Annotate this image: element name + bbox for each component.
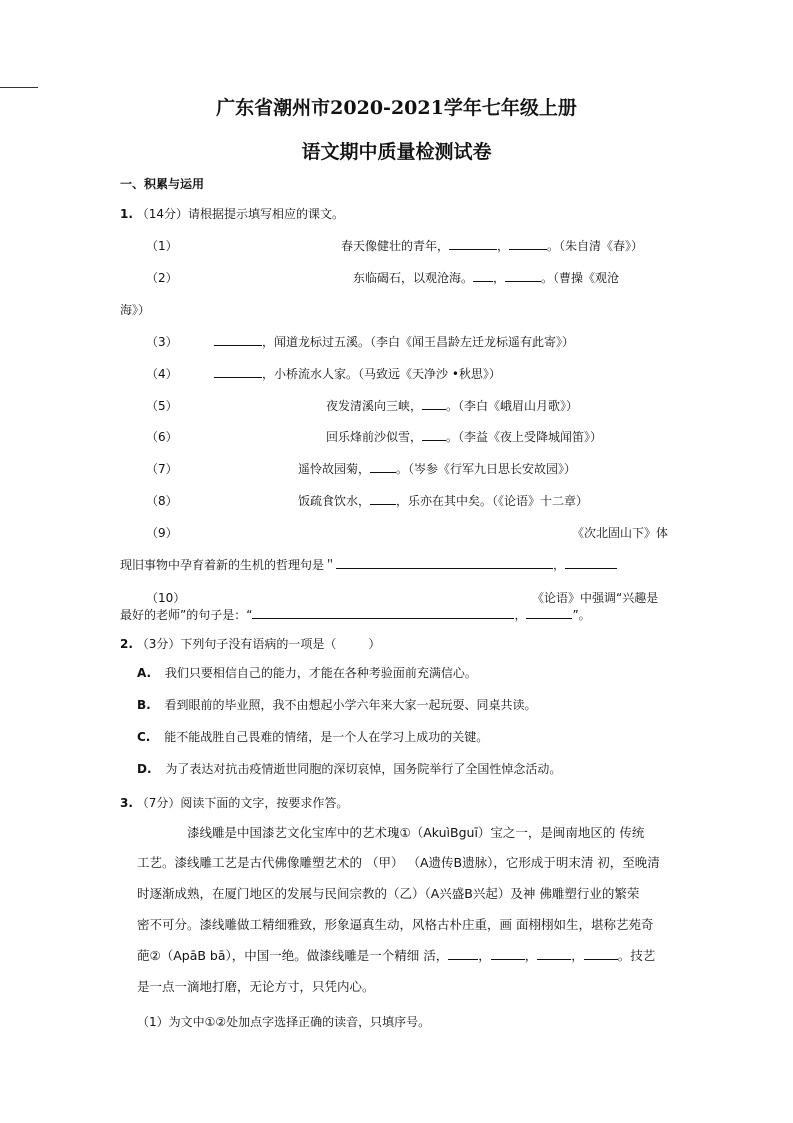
q1-item-9-cont-mid: ， [553,558,566,572]
q2-option-d[interactable] [137,760,561,777]
answer-blank[interactable] [526,606,572,619]
q3-passage-line-3: 时逐渐成熟，在厦门地区的发展与民间宗教的（乙）（A兴盛B兴起）及神 佛雕塑行业的繁荣 [137,886,640,901]
page-subtitle: 语文期中质量检测试卷 [301,141,492,163]
q1-item-5 [326,397,578,414]
blank-separator: ， [478,948,491,963]
q1-item-2-post: 。（曹操《观沧 [541,271,620,285]
q3-text: （7分）阅读下面的文字，按要求作答。 [136,796,349,810]
q3-passage-line-2: 工艺。漆线雕工艺是古代佛像雕塑艺术的 （甲） （A遗传B遗脉），它形成于明末清 初，至晚清 [137,855,660,870]
page-title: 广东省潮州市2020-2021学年七年级上册 [216,97,577,119]
q1-item-3 [214,333,574,350]
q1-item-10-cont-post: ”。 [572,608,591,622]
q1-number: 1. [120,207,133,221]
q1-item-9-continued [120,556,617,573]
header-rule [0,87,38,88]
q1-item-7 [298,460,576,477]
q3-passage-line-1: 漆线雕是中国漆艺文化宝库中的艺术瑰①（AkuìBguī）宝之一，是闽南地区的 传统 [187,825,645,840]
option-text: 看到眼前的毕业照，我不由想起小学六年来大家一起玩耍、同桌共读。 [164,698,537,712]
q1-item-8 [298,492,588,509]
q1-item-7-post: 。（岑参《行军九日思长安故园》） [396,462,577,476]
q2-text: （3分）下列句子没有语病的一项是（ [136,637,337,651]
q1-item-4 [214,365,501,382]
q1-prompt [120,205,344,222]
answer-blank[interactable] [449,237,497,250]
answer-blank[interactable] [252,606,514,619]
q1-item-5-pre: 夜发清溪向三峡， [326,399,423,413]
q1-item-4-number: （4） [146,367,178,381]
q2-number: 2. [120,637,133,651]
q1-item-5-number: （5） [146,399,178,413]
q1-item-1-post: 。（朱自清《春》） [547,239,644,253]
q3-prompt [120,794,348,811]
q1-item-1-number: （1） [146,239,178,253]
q1-item-7-number: （7） [146,462,178,476]
q3-sub-question-1: （1）为文中①②处加点字选择正确的读音，只填序号。 [137,1015,431,1029]
answer-blank[interactable] [537,947,571,960]
answer-blank[interactable] [214,365,262,378]
option-key: D. [137,762,152,776]
q2-prompt [120,635,380,652]
q2-option-c[interactable] [137,728,488,745]
answer-blank[interactable] [491,947,525,960]
q1-item-2-mid: ， [493,271,506,285]
answer-blank[interactable] [336,556,553,569]
blank-separator: ， [524,948,538,963]
answer-blank[interactable] [214,333,262,346]
q1-item-1 [341,237,643,254]
q3-passage-line-4: 密不可分。漆线雕做工精细雅致，形象逼真生动，风格古朴庄重，画 面栩栩如生，堪称艺苑奇 [137,917,654,932]
q1-item-3-post: ，闻道龙标过五溪。（李白《闻王昌龄左迁龙标遥有此寄》） [262,335,575,349]
q1-item-10-cont-mid: ， [514,608,527,622]
q3-passage-line-6: 是一点一滴地打磨，无论方寸，只凭内心。 [137,979,375,994]
option-key: B. [137,698,151,712]
q1-text: （14分）请根据提示填写相应的课文。 [136,207,345,221]
option-key: A. [137,666,152,680]
option-key: C. [137,730,151,744]
q1-item-10-cont-pre: 最好的老师”的句子是：“ [120,608,253,622]
q1-item-6-number: （6） [146,430,178,444]
q1-item-8-pre: 饭疏食饮水， [298,494,371,508]
answer-blank[interactable] [370,460,396,473]
q3-number: 3. [120,796,133,810]
q2-text-end: ） [368,637,381,651]
q1-item-8-number: （8） [146,494,178,508]
q1-item-2 [353,269,619,286]
q1-item-8-post: ，乐亦在其中矣。（《论语》十二章） [396,494,589,508]
answer-blank[interactable] [448,947,478,960]
q2-option-b[interactable] [137,696,537,713]
q1-item-2-pre: 东临碣石，以观沧海。 [353,271,474,285]
q1-item-10-tail: 《论语》中强调“兴趣是 [532,591,659,605]
answer-blank[interactable] [565,556,617,569]
q3-passage-line-5 [137,946,655,964]
option-text: 我们只要相信自己的能力，才能在各种考验面前充满信心。 [164,666,477,680]
q1-item-4-post: ，小桥流水人家。（马致远《天净沙 •秋思》） [262,367,501,381]
option-text: 能不能战胜自己畏难的情绪，是一个人在学习上成功的关键。 [164,730,489,744]
q1-item-10-continued [120,606,591,623]
answer-blank[interactable] [422,428,446,441]
q1-item-10-number: （10） [146,591,186,605]
answer-blank[interactable] [584,947,618,960]
q1-item-9-cont-pre: 现旧事物中孕育着新的生机的哲理句是＂ [120,558,337,572]
option-text: 为了表达对抗击疫情逝世同胞的深切哀悼，国务院举行了全国性悼念活动。 [165,762,562,776]
q1-item-1-pre: 春天像健壮的青年， [341,239,450,253]
q1-item-9-number: （9） [146,526,178,540]
q2-option-a[interactable] [137,664,477,681]
q1-item-9-tail: 《次北固山下》体 [572,526,669,540]
answer-blank[interactable] [505,269,541,282]
answer-blank[interactable] [370,492,396,505]
section-heading: 一、积累与运用 [120,177,205,191]
q3-passage-line-5-post: 。技艺 [617,948,656,963]
answer-blank[interactable] [509,237,547,250]
q3-passage-line-5-pre: 葩②（ApāB bā），中国一绝。做漆线雕是一个精细 活， [137,948,449,963]
answer-blank[interactable] [422,397,446,410]
answer-blank[interactable] [473,269,493,282]
q1-item-1-mid: ， [497,239,510,253]
q1-item-7-pre: 遥怜故园菊， [298,462,371,476]
q1-item-6 [326,428,602,445]
q1-item-6-pre: 回乐烽前沙似雪， [326,430,423,444]
blank-separator: ， [571,948,584,963]
q1-item-2-continued: 海》） [120,303,151,317]
q1-item-6-post: 。（李益《夜上受降城闻笛》） [446,430,603,444]
q1-item-2-number: （2） [146,271,178,285]
q1-item-5-post: 。（李白《峨眉山月歌》） [446,399,579,413]
q1-item-3-number: （3） [146,335,178,349]
